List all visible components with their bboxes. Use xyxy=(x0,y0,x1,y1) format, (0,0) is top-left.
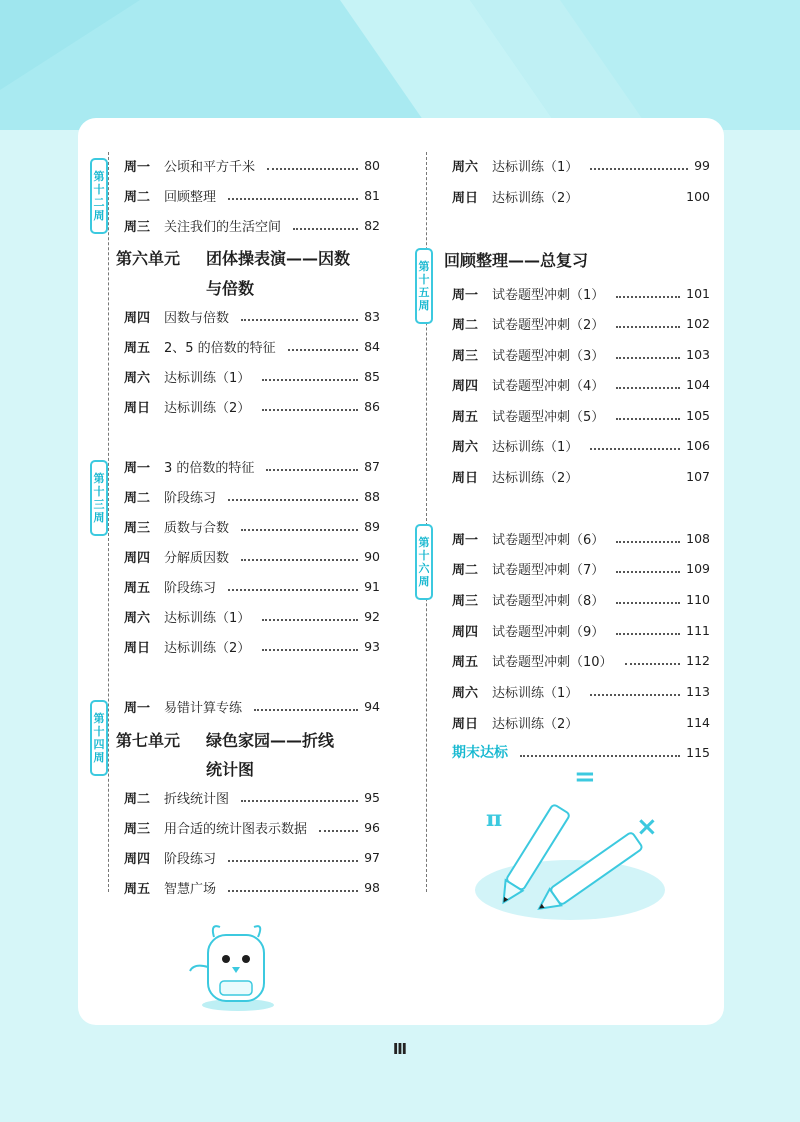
entry-day: 周六 xyxy=(452,685,479,701)
entry-day: 周一 xyxy=(124,460,151,476)
toc-entry[interactable] xyxy=(452,527,710,549)
times-icon: × xyxy=(636,812,658,842)
entry-title: 达标训练（1） xyxy=(492,439,579,455)
toc-entry[interactable] xyxy=(452,465,710,487)
dot-leader xyxy=(293,227,358,230)
entry-title: 达标训练（1） xyxy=(492,159,579,175)
entry-title: 阶段练习 xyxy=(164,580,217,596)
dot-leader xyxy=(616,417,680,420)
entry-day: 周四 xyxy=(452,378,479,394)
entry-title: 关注我们的生活空间 xyxy=(164,219,282,235)
entry-day: 周四 xyxy=(124,851,151,867)
dot-leader xyxy=(616,386,680,389)
entry-page: 84 xyxy=(364,338,380,354)
entry-title: 公顷和平方千米 xyxy=(164,159,256,175)
dot-leader xyxy=(267,167,358,170)
dot-leader xyxy=(616,540,680,543)
toc-entry[interactable] xyxy=(452,185,710,207)
toc-entry[interactable] xyxy=(124,395,380,417)
dot-leader xyxy=(319,829,358,832)
entry-title: 分解质因数 xyxy=(164,550,230,566)
entry-day: 周一 xyxy=(124,159,151,175)
dot-leader xyxy=(241,318,358,321)
entry-day: 周二 xyxy=(124,189,151,205)
entry-page: 83 xyxy=(364,308,380,324)
entry-page: 98 xyxy=(364,879,380,895)
entry-title: 试卷题型冲刺（5） xyxy=(492,409,605,425)
entry-title: 试卷题型冲刺（4） xyxy=(492,378,605,394)
entry-day: 周一 xyxy=(452,532,479,548)
dot-leader xyxy=(262,378,358,381)
entry-day: 周五 xyxy=(452,409,479,425)
toc-entry[interactable] xyxy=(452,711,710,733)
dot-leader xyxy=(241,528,358,531)
entry-title: 试卷题型冲刺（6） xyxy=(492,532,605,548)
entry-page: 88 xyxy=(364,488,380,504)
entry-day: 周二 xyxy=(124,791,151,807)
toc-entry[interactable] xyxy=(124,485,380,507)
entry-title: 试卷题型冲刺（10） xyxy=(492,654,613,670)
toc-entry[interactable] xyxy=(124,846,380,868)
toc-entry[interactable] xyxy=(124,876,380,898)
entry-title: 达标训练（1） xyxy=(164,370,251,386)
entry-day: 周日 xyxy=(452,716,479,732)
entry-title: 用合适的统计图表示数据 xyxy=(164,821,308,837)
unit-7-heading xyxy=(116,728,334,751)
toc-entry[interactable] xyxy=(124,335,380,357)
entry-page: 87 xyxy=(364,458,380,474)
toc-entry[interactable] xyxy=(452,434,710,456)
entry-title: 达标训练（2） xyxy=(492,716,579,732)
entry-day: 周四 xyxy=(124,310,151,326)
dot-leader xyxy=(616,295,680,298)
pi-icon: π xyxy=(486,806,503,832)
entry-page: 108 xyxy=(686,530,710,546)
entry-day: 周三 xyxy=(124,219,151,235)
dot-leader xyxy=(590,447,680,450)
dot-leader xyxy=(228,889,358,892)
toc-entry[interactable] xyxy=(124,305,380,327)
toc-entry[interactable] xyxy=(124,575,380,597)
entry-title: 3 的倍数的特征 xyxy=(164,460,255,476)
entry-page: 95 xyxy=(364,789,380,805)
toc-entry[interactable] xyxy=(452,373,710,395)
entry-page: 85 xyxy=(364,368,380,384)
toc-entry[interactable] xyxy=(452,282,710,304)
entry-day: 周二 xyxy=(452,317,479,333)
entry-page: 107 xyxy=(686,468,710,484)
toc-entry[interactable] xyxy=(124,635,380,657)
review-heading: 回顾整理——总复习 xyxy=(444,251,589,270)
toc-entry[interactable] xyxy=(452,649,710,671)
entry-title: 质数与合数 xyxy=(164,520,230,536)
toc-entry[interactable] xyxy=(124,816,380,838)
dot-leader xyxy=(228,197,358,200)
entry-day: 周一 xyxy=(124,700,151,716)
entry-day: 周二 xyxy=(452,562,479,578)
entry-page: 113 xyxy=(686,683,710,699)
entry-page: 80 xyxy=(364,157,380,173)
unit-7-heading-cont: 统计图 xyxy=(206,760,255,779)
entry-page: 82 xyxy=(364,217,380,233)
dot-leader xyxy=(228,859,358,862)
entry-title: 达标训练（2） xyxy=(492,470,579,486)
entry-page: 99 xyxy=(694,157,710,173)
entry-page: 92 xyxy=(364,608,380,624)
dot-leader xyxy=(262,408,358,411)
dot-leader xyxy=(616,570,680,573)
entry-page: 103 xyxy=(686,346,710,362)
entry-title: 达标训练（2） xyxy=(164,640,251,656)
toc-entry[interactable] xyxy=(124,515,380,537)
dot-leader xyxy=(228,588,358,591)
entry-title: 阶段练习 xyxy=(164,490,217,506)
dot-leader xyxy=(590,167,688,170)
entry-page: 94 xyxy=(364,698,380,714)
dot-leader xyxy=(288,348,358,351)
entry-day: 周五 xyxy=(124,580,151,596)
entry-page: 100 xyxy=(686,188,710,204)
unit-title: 绿色家园——折线 xyxy=(206,731,335,750)
toc-entry[interactable] xyxy=(452,680,710,702)
entry-day: 周二 xyxy=(124,490,151,506)
unit-label: 第七单元 xyxy=(116,731,181,750)
entry-page: 81 xyxy=(364,187,380,203)
entry-day: 周一 xyxy=(452,287,479,303)
dot-leader xyxy=(625,662,681,665)
entry-title: 试卷题型冲刺（9） xyxy=(492,624,605,640)
entry-title: 试卷题型冲刺（3） xyxy=(492,348,605,364)
entry-page: 86 xyxy=(364,398,380,414)
toc-entry[interactable] xyxy=(124,605,380,627)
week-15-tab: 第 十 五 周 xyxy=(415,248,433,324)
toc-entry[interactable] xyxy=(124,695,380,717)
entry-page: 115 xyxy=(686,744,710,760)
entry-title: 达标训练（2） xyxy=(164,400,251,416)
entry-day: 周六 xyxy=(124,370,151,386)
entry-day: 周日 xyxy=(124,400,151,416)
entry-day: 周六 xyxy=(124,610,151,626)
toc-entry[interactable] xyxy=(452,312,710,334)
entry-day: 周三 xyxy=(452,348,479,364)
toc-entry[interactable] xyxy=(452,588,710,610)
entry-page: 91 xyxy=(364,578,380,594)
toc-entry[interactable] xyxy=(124,455,380,477)
dot-leader xyxy=(616,325,680,328)
mascot-illustration xyxy=(180,915,290,1015)
dot-leader xyxy=(616,356,680,359)
entry-page: 111 xyxy=(686,622,710,638)
toc-entry[interactable] xyxy=(124,214,380,236)
toc-entry[interactable] xyxy=(124,154,380,176)
entry-page: 102 xyxy=(686,315,710,331)
toc-entry[interactable] xyxy=(452,154,710,176)
entry-day: 周日 xyxy=(124,640,151,656)
dot-leader xyxy=(262,618,358,621)
entry-title: 达标训练（1） xyxy=(164,610,251,626)
entry-day: 周五 xyxy=(124,340,151,356)
toc-entry[interactable] xyxy=(124,365,380,387)
entry-page: 97 xyxy=(364,849,380,865)
entry-title: 回顾整理 xyxy=(164,189,217,205)
entry-day: 周五 xyxy=(124,881,151,897)
unit-6-heading-cont: 与倍数 xyxy=(206,279,255,298)
entry-page: 114 xyxy=(686,714,710,730)
week-14-tab: 第 十 四 周 xyxy=(90,700,108,776)
dot-leader xyxy=(262,648,358,651)
entry-day: 周日 xyxy=(452,470,479,486)
toc-entry[interactable] xyxy=(452,619,710,641)
dot-leader xyxy=(590,693,680,696)
entry-day: 周六 xyxy=(452,439,479,455)
entry-title: 试卷题型冲刺（2） xyxy=(492,317,605,333)
entry-day: 周四 xyxy=(124,550,151,566)
entry-page: 110 xyxy=(686,591,710,607)
week-12-tab: 第 十 二 周 xyxy=(90,158,108,234)
entry-title: 阶段练习 xyxy=(164,851,217,867)
toc-entry-final-exam[interactable] xyxy=(452,741,710,763)
dot-leader xyxy=(616,601,680,604)
dot-leader xyxy=(241,558,358,561)
toc-entry[interactable] xyxy=(452,404,710,426)
toc-entry[interactable] xyxy=(452,343,710,365)
toc-entry[interactable] xyxy=(452,557,710,579)
entry-page: 93 xyxy=(364,638,380,654)
entry-title: 试卷题型冲刺（7） xyxy=(492,562,605,578)
toc-entry[interactable] xyxy=(124,545,380,567)
entry-day: 周三 xyxy=(124,520,151,536)
week-13-tab: 第 十 三 周 xyxy=(90,460,108,536)
entry-page: 106 xyxy=(686,437,710,453)
unit-label: 第六单元 xyxy=(116,249,181,268)
entry-title: 智慧广场 xyxy=(164,881,217,897)
entry-page: 105 xyxy=(686,407,710,423)
pencil-illustration xyxy=(470,770,670,920)
entry-day: 周三 xyxy=(452,593,479,609)
entry-page: 112 xyxy=(686,652,710,668)
dot-leader xyxy=(228,498,358,501)
entry-title: 试卷题型冲刺（8） xyxy=(492,593,605,609)
dot-leader xyxy=(241,799,358,802)
entry-day: 周四 xyxy=(452,624,479,640)
entry-page: 96 xyxy=(364,819,380,835)
toc-entry[interactable] xyxy=(124,786,380,808)
page-number: Ⅲ xyxy=(392,1040,408,1058)
dot-leader xyxy=(254,708,358,711)
unit-6-heading xyxy=(116,246,350,269)
entry-day: 周三 xyxy=(124,821,151,837)
entry-page: 101 xyxy=(686,285,710,301)
entry-title: 因数与倍数 xyxy=(164,310,230,326)
entry-title: 2、5 的倍数的特征 xyxy=(164,340,276,356)
dot-leader xyxy=(266,468,358,471)
entry-title: 达标训练（1） xyxy=(492,685,579,701)
entry-title: 折线统计图 xyxy=(164,791,230,807)
equals-icon: = xyxy=(574,762,596,792)
entry-title: 期末达标 xyxy=(452,745,508,761)
entry-page: 104 xyxy=(686,376,710,392)
entry-page: 90 xyxy=(364,548,380,564)
left-column-line xyxy=(108,152,109,892)
entry-day: 周六 xyxy=(452,159,479,175)
toc-entry[interactable] xyxy=(124,184,380,206)
entry-day: 周日 xyxy=(452,190,479,206)
entry-page: 109 xyxy=(686,560,710,576)
entry-title: 试卷题型冲刺（1） xyxy=(492,287,605,303)
entry-title: 易错计算专练 xyxy=(164,700,243,716)
entry-day: 周五 xyxy=(452,654,479,670)
dot-leader xyxy=(520,754,680,757)
entry-page: 89 xyxy=(364,518,380,534)
entry-title: 达标训练（2） xyxy=(492,190,579,206)
dot-leader xyxy=(616,632,680,635)
week-16-tab: 第 十 六 周 xyxy=(415,524,433,600)
unit-title: 团体操表演——因数 xyxy=(206,249,351,268)
